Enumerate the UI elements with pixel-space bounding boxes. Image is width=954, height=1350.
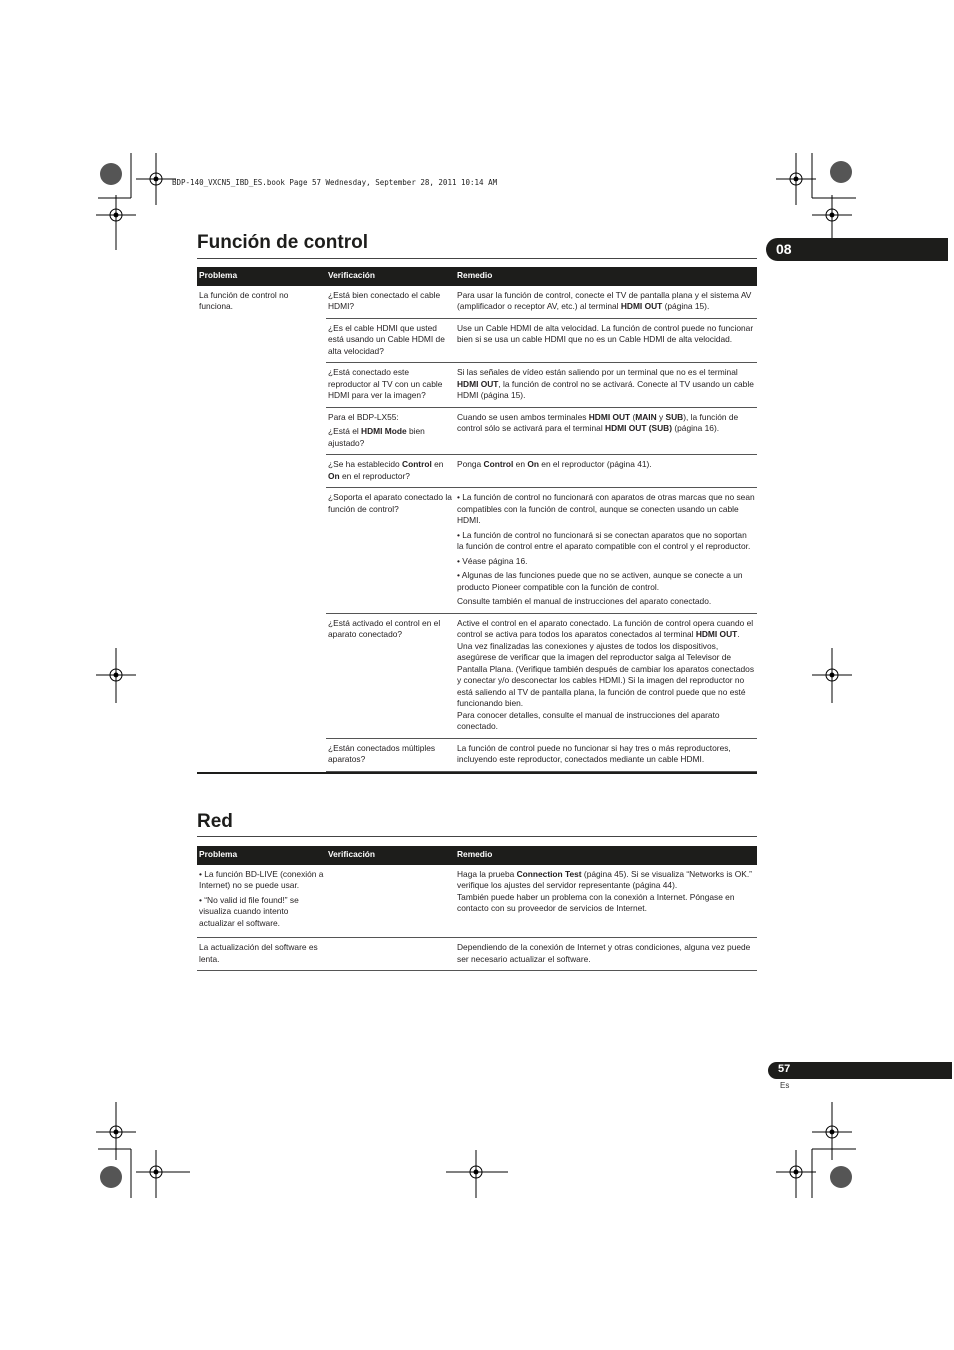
- check-cell: [326, 865, 455, 938]
- check-cell: ¿Está conectado este reproductor al TV con un cable HDMI para ver la imagen?: [326, 363, 455, 408]
- bullet-item: • La función de control no funcionará si se conectan aparatos que no soportan la función de control entre el aparato compatible con el control y el reproductor.: [457, 529, 751, 551]
- remedy-cell: Ponga Control en On en el reproductor (página 41).: [455, 455, 757, 488]
- remedy-cell: [455, 488, 757, 614]
- language-code: Es: [780, 1081, 790, 1090]
- problem-cell: [197, 865, 326, 938]
- check-cell: ¿Está bien conectado el cable HDMI?: [326, 286, 455, 319]
- check-cell: ¿Está activado el control en el aparato conectado?: [326, 613, 455, 738]
- column-header-remedio: Remedio: [455, 846, 757, 865]
- check-cell: [326, 938, 455, 971]
- column-header-verificacion: Verificación: [326, 846, 455, 865]
- bullet-item: • “No valid id file found!” se visualiza cuando intento actualizar el software.: [199, 894, 299, 928]
- table-header-row: [197, 267, 757, 286]
- page-number: 57: [778, 1063, 791, 1075]
- section-title-rule: [197, 836, 757, 837]
- page-number-tab: [768, 1062, 952, 1079]
- column-header-problema: Problema: [197, 267, 326, 286]
- column-header-verificacion: Verificación: [326, 267, 455, 286]
- table-row: [197, 938, 757, 971]
- remedy-cell: Haga la prueba Connection Test (página 45). Si se visualiza “Networks is OK.” verifique los ajustes del servidor representante (página 44). También puede haber un problema con la conexión a Internet. Póngase en contacto con su proveedor de servicios de Internet.: [455, 865, 757, 938]
- table-row: [197, 286, 757, 319]
- troubleshooting-table-control: [197, 267, 757, 774]
- table-header-row: [197, 846, 757, 865]
- remedy-cell: Si las señales de vídeo están saliendo por un terminal que no es el terminal HDMI OUT, la función de control no se activará. Conecte al TV usando un cable HDMI (página 15).: [455, 363, 757, 408]
- chapter-tab: [766, 238, 948, 261]
- remedy-cell: Para usar la función de control, conecte el TV de pantalla plana y el sistema AV (amplificador o receptor AV, etc.) al terminal HDMI OUT (página 15).: [455, 286, 757, 319]
- section-title-red: Red: [197, 811, 233, 832]
- remedy-cell: Dependiendo de la conexión de Internet y otras condiciones, alguna vez puede ser necesario actualizar el software.: [455, 938, 757, 971]
- section-title-rule: [197, 258, 757, 259]
- check-cell: ¿Es el cable HDMI que usted está usando un Cable HDMI de alta velocidad?: [326, 318, 455, 363]
- remedy-cell: Active el control en el aparato conectado. La función de control opera cuando el control se activa para todos los aparatos conectados al terminal HDMI OUT. Una vez finalizadas las conexiones y ajustes de todos los dispositivos, asegúrese de verificar que la imagen del reproductor salga al Televisor de Pantalla Plana. (Verifique también después de cambiar los aparatos conectados y conectar y/o desconectar los cables HDMI.) Si la imagen del reproductor no está saliendo al TV de pantalla plana, la función de control puede que no esté funcionando bien. Para conocer detalles, consulte el manual de instrucciones del aparato conectado.: [455, 613, 757, 738]
- print-header-line: BDP-140_VXCN5_IBD_ES.book Page 57 Wednesday, September 28, 2011 10:14 AM: [172, 178, 498, 187]
- column-header-remedio: Remedio: [455, 267, 757, 286]
- bullet-item: • Algunas de las funciones puede que no se activen, aunque se conecte a un producto Pioneer compatible con la función de control.: [457, 570, 743, 592]
- check-cell: Para el BDP-LX55: ¿Está el HDMI Mode bien ajustado?: [326, 407, 455, 455]
- troubleshooting-table-red: [197, 846, 757, 971]
- chapter-number: 08: [776, 241, 792, 257]
- check-cell: ¿Se ha establecido Control en On en el reproductor?: [326, 455, 455, 488]
- remedy-cell: Use un Cable HDMI de alta velocidad. La función de control puede no funcionar bien si se usa un cable HDMI que no es un Cable HDMI de alta velocidad.: [455, 318, 757, 363]
- table-row: [197, 865, 757, 938]
- remedy-cell: La función de control puede no funcionar si hay tres o más reproductores, incluyendo este reproductor, conectados mediante un cable HDMI.: [455, 738, 757, 771]
- column-header-problema: Problema: [197, 846, 326, 865]
- remedy-cell: Cuando se usen ambos terminales HDMI OUT (MAIN y SUB), la función de control sólo se activará para el terminal HDMI OUT (SUB) (página 16).: [455, 407, 757, 455]
- remedy-note: Consulte también el manual de instrucciones del aparato conectado.: [457, 596, 712, 606]
- problem-cell: La actualización del software es lenta.: [197, 938, 326, 971]
- section-title-funcion-de-control: Función de control: [197, 232, 368, 253]
- bullet-item: • Véase página 16.: [457, 555, 528, 566]
- check-cell: ¿Soporta el aparato conectado la función de control?: [326, 488, 455, 614]
- problem-cell: La función de control no funciona.: [199, 289, 289, 311]
- check-cell: ¿Están conectados múltiples aparatos?: [326, 738, 455, 771]
- bullet-item: • La función de control no funcionará con aparatos de otras marcas que no sean compatibles con la función de control, aunque se conecten usando un cable HDMI.: [457, 492, 755, 525]
- bullet-item: • La función BD-LIVE (conexión a Internet) no se puede usar.: [199, 868, 324, 890]
